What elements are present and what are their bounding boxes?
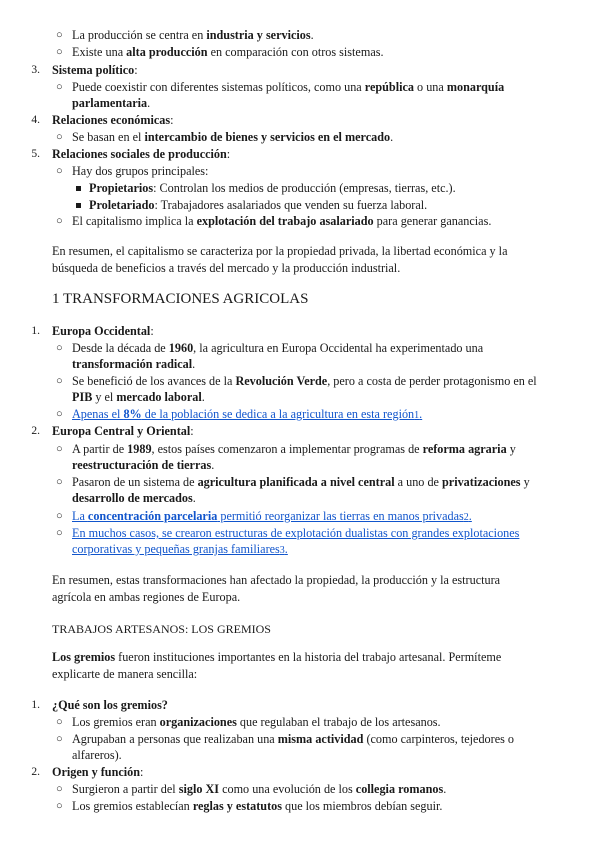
list-item: El capitalismo implica la explotación del trabajo asalariado para generar ganancias. xyxy=(72,214,492,228)
list-number: 1. xyxy=(31,699,40,711)
list-heading-relaciones-economicas: Relaciones económicas: xyxy=(52,113,174,127)
circle-bullet-icon: ○ xyxy=(56,131,63,143)
circle-bullet-icon: ○ xyxy=(56,510,63,522)
list-heading-europa-central: Europa Central y Oriental: xyxy=(52,424,194,438)
sub-list-item: Propietarios: Controlan los medios de producción (empresas, tierras, etc.). xyxy=(89,181,456,195)
list-item: Puede coexistir con diferentes sistemas políticos, como una república o una monarquía xyxy=(72,80,505,94)
circle-bullet-icon: ○ xyxy=(56,165,63,177)
summary-paragraph: agrícola en ambas regiones de Europa. xyxy=(52,590,241,604)
footnote-link-2[interactable]: La concentración parcelaria permitió reorganizar las tierras en manos privadas2. xyxy=(72,509,472,523)
circle-bullet-icon: ○ xyxy=(56,527,63,539)
circle-bullet-icon: ○ xyxy=(56,800,63,812)
list-item: Los gremios eran organizaciones que regulaban el trabajo de los artesanos. xyxy=(72,715,441,729)
list-number: 4. xyxy=(31,114,40,126)
circle-bullet-icon: ○ xyxy=(56,443,63,455)
list-number: 2. xyxy=(31,766,40,778)
list-item: Desde la década de 1960, la agricultura en Europa Occidental ha experimentado una xyxy=(72,341,484,355)
intro-paragraph: explicarte de manera sencilla: xyxy=(52,667,198,681)
circle-bullet-icon: ○ xyxy=(56,29,63,41)
circle-bullet-icon: ○ xyxy=(56,733,63,745)
circle-bullet-icon: ○ xyxy=(56,375,63,387)
list-item: Pasaron de un sistema de agricultura planificada a nivel central a uno de privatizaciones y xyxy=(72,475,530,489)
list-item-continuation: transformación radical. xyxy=(72,357,196,371)
summary-paragraph: En resumen, estas transformaciones han afectado la propiedad, la producción y la estructura xyxy=(52,573,501,587)
footnote-link-3[interactable]: En muchos casos, se crearon estructuras de explotación dualistas con grandes explotaciones xyxy=(72,526,520,540)
list-number: 5. xyxy=(31,148,40,160)
intro-paragraph: Los gremios fueron instituciones importantes en la historia del trabajo artesanal. Permíteme xyxy=(52,650,502,664)
list-heading-sistema-politico: Sistema político: xyxy=(52,63,138,77)
list-number: 2. xyxy=(31,425,40,437)
list-item: Existe una alta producción en comparación con otros sistemas. xyxy=(72,45,384,59)
list-item-continuation: reestructuración de tierras. xyxy=(72,458,215,472)
circle-bullet-icon: ○ xyxy=(56,81,63,93)
list-item: Se benefició de los avances de la Revolución Verde, pero a costa de perder protagonismo en el xyxy=(72,374,537,388)
list-item-continuation: PIB y el mercado laboral. xyxy=(72,390,205,404)
circle-bullet-icon: ○ xyxy=(56,46,63,58)
list-number: 1. xyxy=(31,325,40,337)
list-item-continuation: parlamentaria. xyxy=(72,96,151,110)
list-item: Surgieron a partir del siglo XI como una evolución de los collegia romanos. xyxy=(72,782,447,796)
list-item-continuation: alfareros). xyxy=(72,748,122,762)
list-heading-que-son: ¿Qué son los gremios? xyxy=(52,698,168,712)
list-heading-origen-funcion: Origen y función: xyxy=(52,765,144,779)
circle-bullet-icon: ○ xyxy=(56,716,63,728)
square-bullet-icon xyxy=(76,203,81,208)
list-item-continuation: desarrollo de mercados. xyxy=(72,491,196,505)
square-bullet-icon xyxy=(76,186,81,191)
list-heading-relaciones-sociales: Relaciones sociales de producción: xyxy=(52,147,231,161)
footnote-link-1[interactable]: Apenas el 8% de la población se dedica a la agricultura en esta región1. xyxy=(72,407,423,421)
summary-paragraph: búsqueda de beneficios a través del mercado y la producción industrial. xyxy=(52,261,401,275)
list-item: Se basan en el intercambio de bienes y servicios en el mercado. xyxy=(72,130,394,144)
summary-paragraph: En resumen, el capitalismo se caracteriza por la propiedad privada, la libertad económica y la xyxy=(52,244,508,258)
footnote-link-3-continuation[interactable]: corporativas y pequeñas granjas familiares3. xyxy=(72,542,288,556)
list-item: Los gremios establecían reglas y estatutos que los miembros debían seguir. xyxy=(72,799,443,813)
section-heading: 1 TRANSFORMACIONES AGRICOLAS xyxy=(52,291,309,307)
circle-bullet-icon: ○ xyxy=(56,783,63,795)
sub-list-item: Proletariado: Trabajadores asalariados que venden su fuerza laboral. xyxy=(89,198,428,212)
list-item: La producción se centra en industria y servicios. xyxy=(72,28,314,42)
list-item: Agrupaban a personas que realizaban una misma actividad (como carpinteros, tejedores o xyxy=(72,732,515,746)
list-number: 3. xyxy=(31,64,40,76)
circle-bullet-icon: ○ xyxy=(56,476,63,488)
section-subheading: TRABAJOS ARTESANOS: LOS GREMIOS xyxy=(52,622,271,636)
circle-bullet-icon: ○ xyxy=(56,342,63,354)
list-item: Hay dos grupos principales: xyxy=(72,164,209,178)
list-item: A partir de 1989, estos países comenzaron a implementar programas de reforma agraria y xyxy=(72,442,516,456)
circle-bullet-icon: ○ xyxy=(56,408,63,420)
list-heading-europa-occidental: Europa Occidental: xyxy=(52,324,154,338)
circle-bullet-icon: ○ xyxy=(56,215,63,227)
